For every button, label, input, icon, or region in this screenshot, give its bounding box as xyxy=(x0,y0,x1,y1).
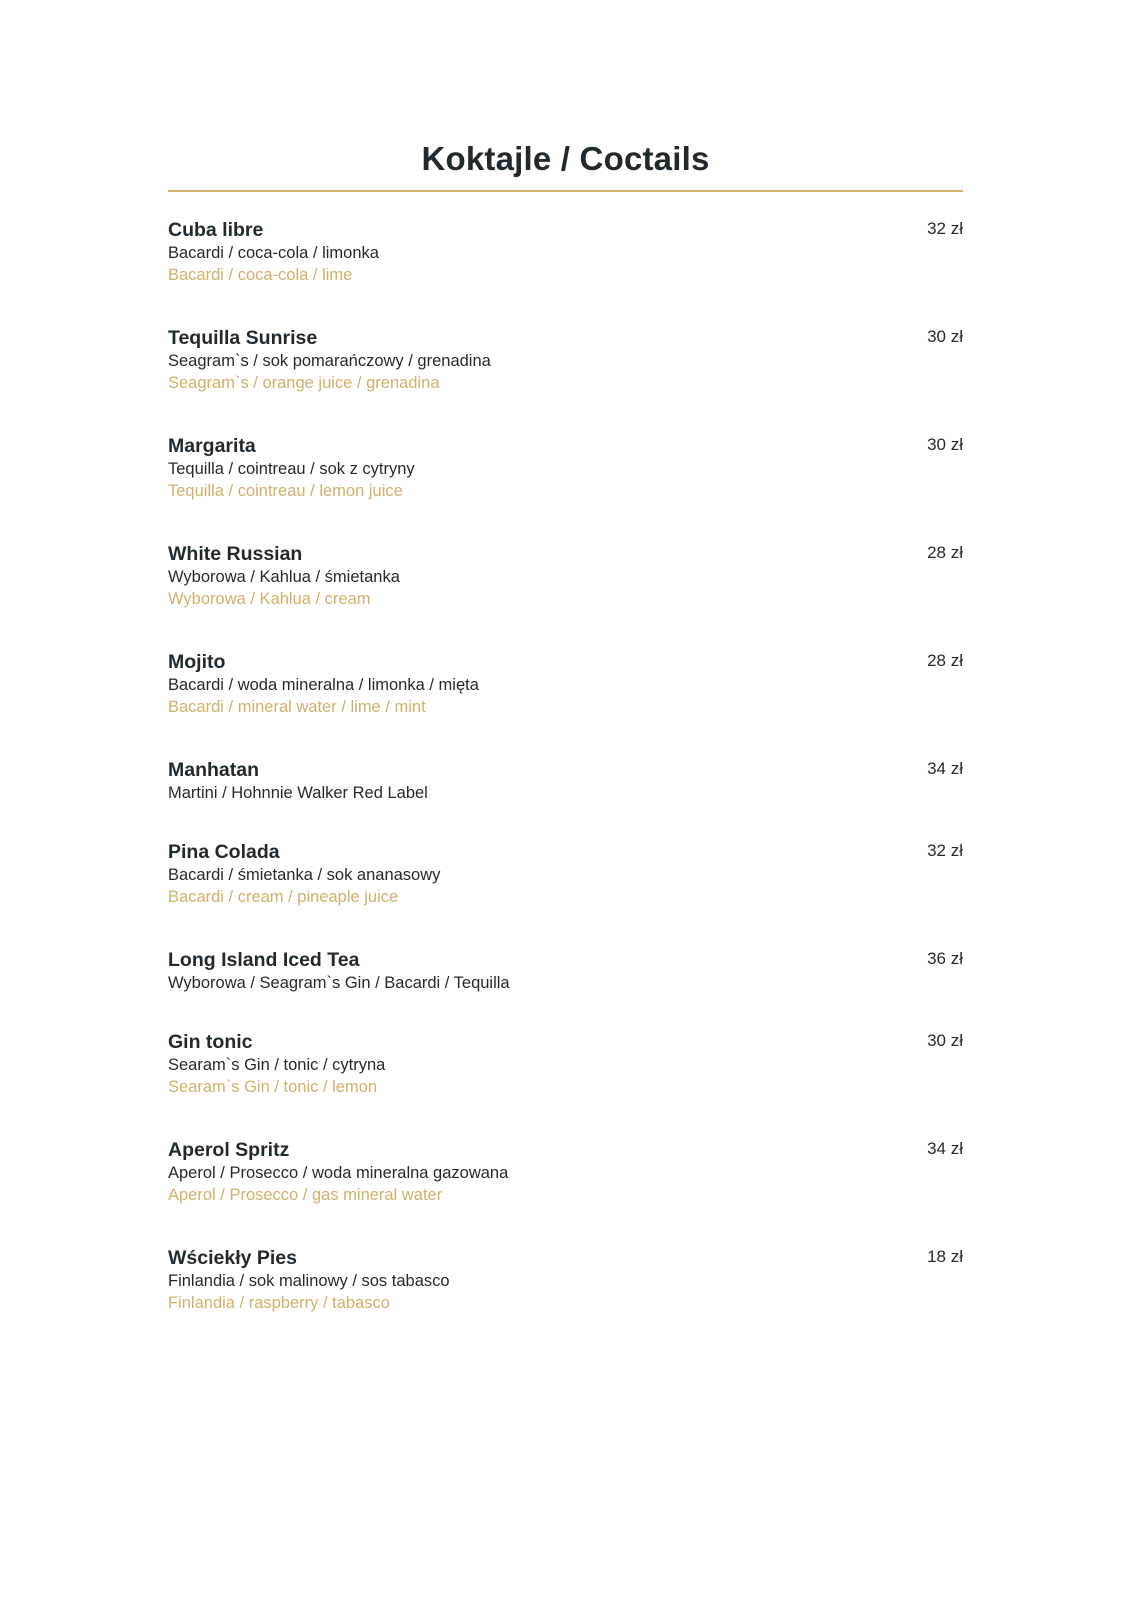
item-description-en: Aperol / Prosecco / gas mineral water xyxy=(168,1186,443,1204)
item-price: 30 zł xyxy=(927,327,963,346)
item-description-pl: Martini / Hohnnie Walker Red Label xyxy=(168,784,428,802)
item-name: Aperol Spritz xyxy=(168,1139,290,1161)
item-price: 30 zł xyxy=(927,1031,963,1050)
item-description-en: Finlandia / raspberry / tabasco xyxy=(168,1294,390,1312)
page-title: Koktajle / Coctails xyxy=(421,140,710,177)
item-price: 28 zł xyxy=(927,543,963,562)
item-description-pl: Seagram`s / sok pomarańczowy / grenadina xyxy=(168,352,491,370)
item-price: 30 zł xyxy=(927,435,963,454)
item-description-en: Wyborowa / Kahlua / cream xyxy=(168,590,371,608)
item-description-pl: Tequilla / cointreau / sok z cytryny xyxy=(168,460,415,478)
menu-item xyxy=(168,1246,963,1314)
menu-item xyxy=(168,434,963,502)
item-name: Cuba libre xyxy=(168,219,264,241)
item-description-en: Seagram`s / orange juice / grenadina xyxy=(168,374,440,392)
item-description-pl: Bacardi / śmietanka / sok ananasowy xyxy=(168,866,441,884)
menu-item xyxy=(168,326,963,394)
item-name: Manhatan xyxy=(168,759,260,781)
item-description-en: Bacardi / coca-cola / lime xyxy=(168,266,353,284)
item-name: Mojito xyxy=(168,651,226,673)
item-description-pl: Bacardi / coca-cola / limonka xyxy=(168,244,379,262)
menu-item xyxy=(168,840,963,908)
item-description-en: Tequilla / cointreau / lemon juice xyxy=(168,482,403,500)
item-description-en: Searam`s Gin / tonic / lemon xyxy=(168,1078,378,1096)
menu-item xyxy=(168,542,963,610)
item-price: 34 zł xyxy=(927,759,963,778)
menu-item xyxy=(168,1138,963,1206)
item-name: Long Island Iced Tea xyxy=(168,949,360,971)
menu-item xyxy=(168,1030,963,1098)
item-name: Gin tonic xyxy=(168,1031,253,1053)
title-divider xyxy=(168,190,963,192)
item-price: 32 zł xyxy=(927,219,963,238)
item-price: 28 zł xyxy=(927,651,963,670)
item-description-pl: Bacardi / woda mineralna / limonka / mięta xyxy=(168,676,479,694)
item-price: 32 zł xyxy=(927,841,963,860)
item-name: Pina Colada xyxy=(168,841,280,863)
item-description-en: Bacardi / mineral water / lime / mint xyxy=(168,698,426,716)
menu-item xyxy=(168,218,963,286)
menu-item xyxy=(168,758,963,804)
item-name: Tequilla Sunrise xyxy=(168,327,318,349)
menu-item xyxy=(168,948,963,994)
item-description-pl: Searam`s Gin / tonic / cytryna xyxy=(168,1056,386,1074)
item-description-pl: Wyborowa / Seagram`s Gin / Bacardi / Tequilla xyxy=(168,974,510,992)
item-name: Margarita xyxy=(168,435,256,457)
item-description-pl: Finlandia / sok malinowy / sos tabasco xyxy=(168,1272,450,1290)
item-price: 34 zł xyxy=(927,1139,963,1158)
item-price: 36 zł xyxy=(927,949,963,968)
item-name: White Russian xyxy=(168,543,303,565)
item-description-pl: Wyborowa / Kahlua / śmietanka xyxy=(168,568,400,586)
item-description-pl: Aperol / Prosecco / woda mineralna gazowana xyxy=(168,1164,509,1182)
item-price: 18 zł xyxy=(927,1247,963,1266)
menu-item xyxy=(168,650,963,718)
item-name: Wściekły Pies xyxy=(168,1247,297,1269)
item-description-en: Bacardi / cream / pineaple juice xyxy=(168,888,399,906)
